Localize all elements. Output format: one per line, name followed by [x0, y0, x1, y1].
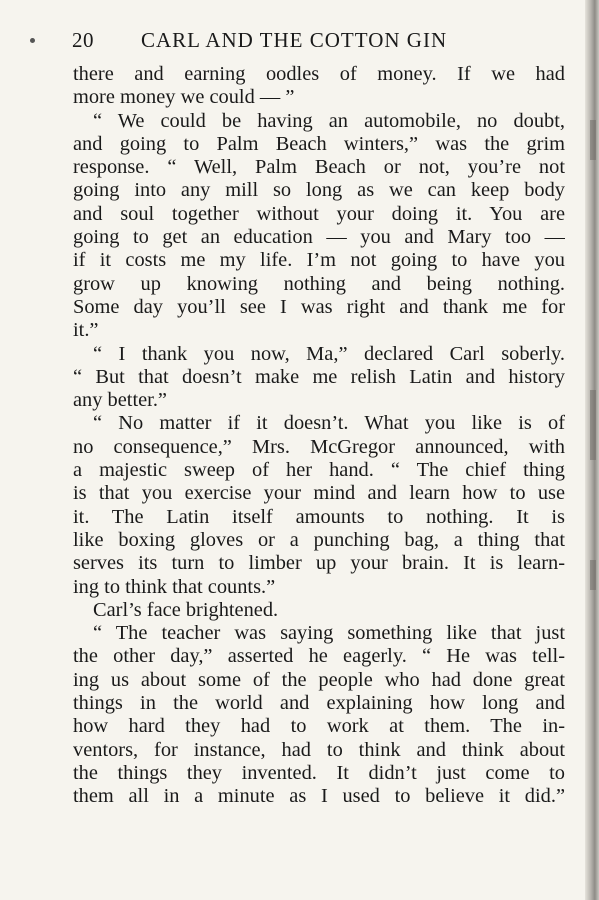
- running-title: CARL AND THE COTTON GIN: [141, 28, 448, 52]
- text-line: grow up knowing nothing and being nothing.: [73, 272, 565, 295]
- text-line: a majestic sweep of her hand. “ The chief thing: [73, 459, 565, 482]
- text-line: “ I thank you now, Ma,” declared Carl soberly.: [93, 342, 565, 365]
- text-line: “ No matter if it doesn’t. What you like is of: [93, 412, 565, 435]
- text-line: if it costs me my life. I’m not going to have you: [73, 249, 565, 272]
- text-line: response. “ Well, Palm Beach or not, you’re not: [73, 156, 565, 179]
- margin-dot: [30, 38, 35, 43]
- edge-mark: [590, 120, 596, 160]
- text-line: “ But that doesn’t make me relish Latin and history: [73, 365, 565, 388]
- text-line: like boxing gloves or a punching bag, a thing that: [73, 528, 565, 551]
- text-line: the other day,” asserted he eagerly. “ He was tell-: [73, 645, 565, 668]
- text-line: ing to think that counts.”: [73, 575, 276, 598]
- page-header: [72, 25, 562, 55]
- text-line: no consequence,” Mrs. McGregor announced, with: [73, 435, 565, 458]
- text-line: going into any mill so long as we can keep body: [73, 179, 565, 202]
- text-line: “ The teacher was saying something like that just: [93, 622, 565, 645]
- text-line: it. The Latin itself amounts to nothing. It is: [73, 505, 565, 528]
- text-line: things in the world and explaining how long and: [73, 692, 565, 715]
- text-line: ing us about some of the people who had done great: [73, 668, 565, 691]
- text-line: is that you exercise your mind and learn how to use: [73, 482, 565, 505]
- edge-mark: [590, 390, 596, 460]
- text-line: more money we could — ”: [73, 86, 295, 109]
- text-line: Some day you’ll see I was right and thank me for: [73, 295, 565, 318]
- text-line: the things they invented. It didn’t just come to: [73, 761, 565, 784]
- text-line: ventors, for instance, had to think and think about: [73, 738, 565, 761]
- text-line: how hard they had to work at them. The in-: [73, 715, 565, 738]
- body-text: [73, 63, 565, 809]
- text-line: serves its turn to limber up your brain. It is learn-: [73, 552, 565, 575]
- text-line: any better.”: [73, 389, 167, 412]
- text-line: it.”: [73, 319, 99, 342]
- text-line: “ We could be having an automobile, no doubt,: [93, 109, 565, 132]
- edge-mark: [590, 560, 596, 590]
- page-number: 20: [72, 28, 94, 52]
- text-line: and going to Palm Beach winters,” was the grim: [73, 132, 565, 155]
- page-edge-shadow: [585, 0, 599, 900]
- text-line: and soul together without your doing it. You are: [73, 202, 565, 225]
- text-line: Carl’s face brightened.: [93, 598, 279, 621]
- text-line: there and earning oodles of money. If we had: [73, 63, 565, 85]
- text-line: going to get an education — you and Mary too —: [73, 226, 565, 249]
- text-line: them all in a minute as I used to believe it did.”: [73, 785, 565, 808]
